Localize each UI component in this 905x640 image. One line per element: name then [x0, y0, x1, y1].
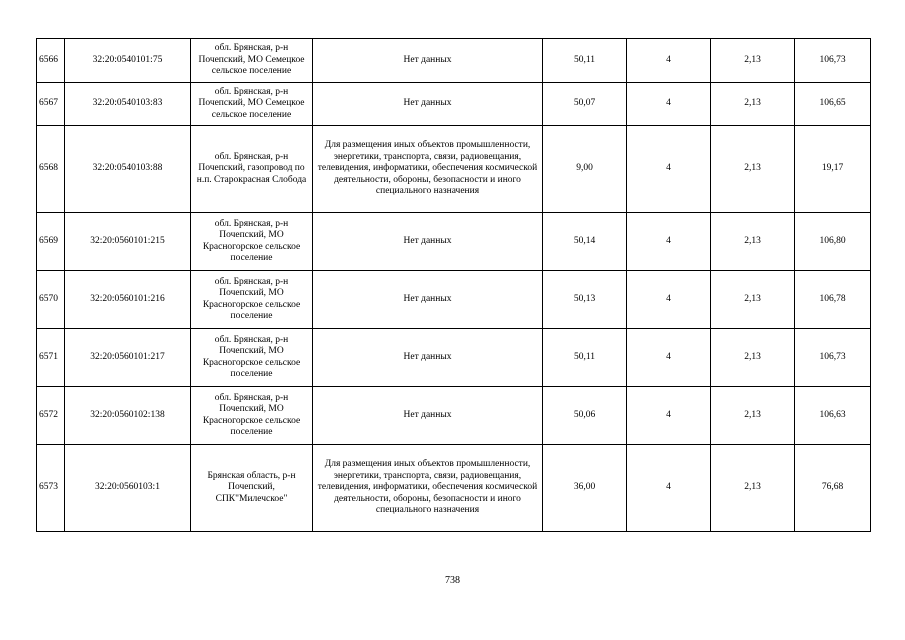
row-number: 6570 [37, 271, 65, 329]
value-4: 106,78 [795, 271, 871, 329]
cadastral-number: 32:20:0540103:83 [65, 83, 191, 126]
value-2: 4 [627, 83, 711, 126]
value-2: 4 [627, 126, 711, 213]
value-4: 106,63 [795, 387, 871, 445]
page-number: 738 [445, 575, 460, 586]
table-row [37, 445, 871, 532]
value-1: 9,00 [543, 126, 627, 213]
cadastral-number: 32:20:0540101:75 [65, 39, 191, 83]
value-2: 4 [627, 445, 711, 532]
permitted-use: Нет данных [313, 213, 543, 271]
value-2: 4 [627, 39, 711, 83]
permitted-use: Для размещения иных объектов промышленности, энергетики, транспорта, связи, радиовещания, телевидения, информатики, обеспечения космической деятельности, обороны, безопасности и иного специального назначения [313, 126, 543, 213]
row-number: 6573 [37, 445, 65, 532]
row-number: 6568 [37, 126, 65, 213]
permitted-use: Нет данных [313, 83, 543, 126]
value-4: 106,73 [795, 39, 871, 83]
value-4: 19,17 [795, 126, 871, 213]
cadastral-number: 32:20:0560103:1 [65, 445, 191, 532]
address: обл. Брянская, р-н Почепский, МО Красногорское сельское поселение [191, 271, 313, 329]
value-2: 4 [627, 213, 711, 271]
permitted-use: Нет данных [313, 387, 543, 445]
table-row [37, 213, 871, 271]
table-row [37, 329, 871, 387]
table-row [37, 39, 871, 83]
value-3: 2,13 [711, 271, 795, 329]
row-number: 6569 [37, 213, 65, 271]
table-row [37, 387, 871, 445]
address: обл. Брянская, р-н Почепский, МО Красногорское сельское поселение [191, 213, 313, 271]
address: обл. Брянская, р-н Почепский, МО Красногорское сельское поселение [191, 387, 313, 445]
value-3: 2,13 [711, 126, 795, 213]
value-1: 50,14 [543, 213, 627, 271]
value-2: 4 [627, 329, 711, 387]
permitted-use: Для размещения иных объектов промышленности, энергетики, транспорта, связи, радиовещания, телевидения, информатики, обеспечения космической деятельности, обороны, безопасности и иного специального назначения [313, 445, 543, 532]
cadastral-number: 32:20:0540103:88 [65, 126, 191, 213]
cadastral-number: 32:20:0560101:215 [65, 213, 191, 271]
value-4: 106,73 [795, 329, 871, 387]
cadastral-number: 32:20:0560101:217 [65, 329, 191, 387]
table-row [37, 271, 871, 329]
row-number: 6567 [37, 83, 65, 126]
permitted-use: Нет данных [313, 271, 543, 329]
value-3: 2,13 [711, 329, 795, 387]
cadastral-number: 32:20:0560102:138 [65, 387, 191, 445]
address: обл. Брянская, р-н Почепский, МО Семецкое сельское поселение [191, 39, 313, 83]
value-4: 76,68 [795, 445, 871, 532]
address: обл. Брянская, р-н Почепский, газопровод по н.п. Старокрасная Слобода [191, 126, 313, 213]
address: Брянская область, р-н Почепский, СПК"Милечское" [191, 445, 313, 532]
table-row [37, 126, 871, 213]
value-1: 50,11 [543, 329, 627, 387]
value-3: 2,13 [711, 445, 795, 532]
value-3: 2,13 [711, 83, 795, 126]
value-2: 4 [627, 387, 711, 445]
value-3: 2,13 [711, 213, 795, 271]
table-row [37, 83, 871, 126]
value-1: 50,07 [543, 83, 627, 126]
permitted-use: Нет данных [313, 39, 543, 83]
value-4: 106,65 [795, 83, 871, 126]
row-number: 6571 [37, 329, 65, 387]
row-number: 6566 [37, 39, 65, 83]
permitted-use: Нет данных [313, 329, 543, 387]
value-1: 50,06 [543, 387, 627, 445]
address: обл. Брянская, р-н Почепский, МО Красногорское сельское поселение [191, 329, 313, 387]
value-1: 36,00 [543, 445, 627, 532]
value-1: 50,13 [543, 271, 627, 329]
value-1: 50,11 [543, 39, 627, 83]
value-3: 2,13 [711, 39, 795, 83]
cadastral-table [36, 38, 871, 532]
address: обл. Брянская, р-н Почепский, МО Семецкое сельское поселение [191, 83, 313, 126]
cadastral-number: 32:20:0560101:216 [65, 271, 191, 329]
row-number: 6572 [37, 387, 65, 445]
value-4: 106,80 [795, 213, 871, 271]
value-3: 2,13 [711, 387, 795, 445]
value-2: 4 [627, 271, 711, 329]
